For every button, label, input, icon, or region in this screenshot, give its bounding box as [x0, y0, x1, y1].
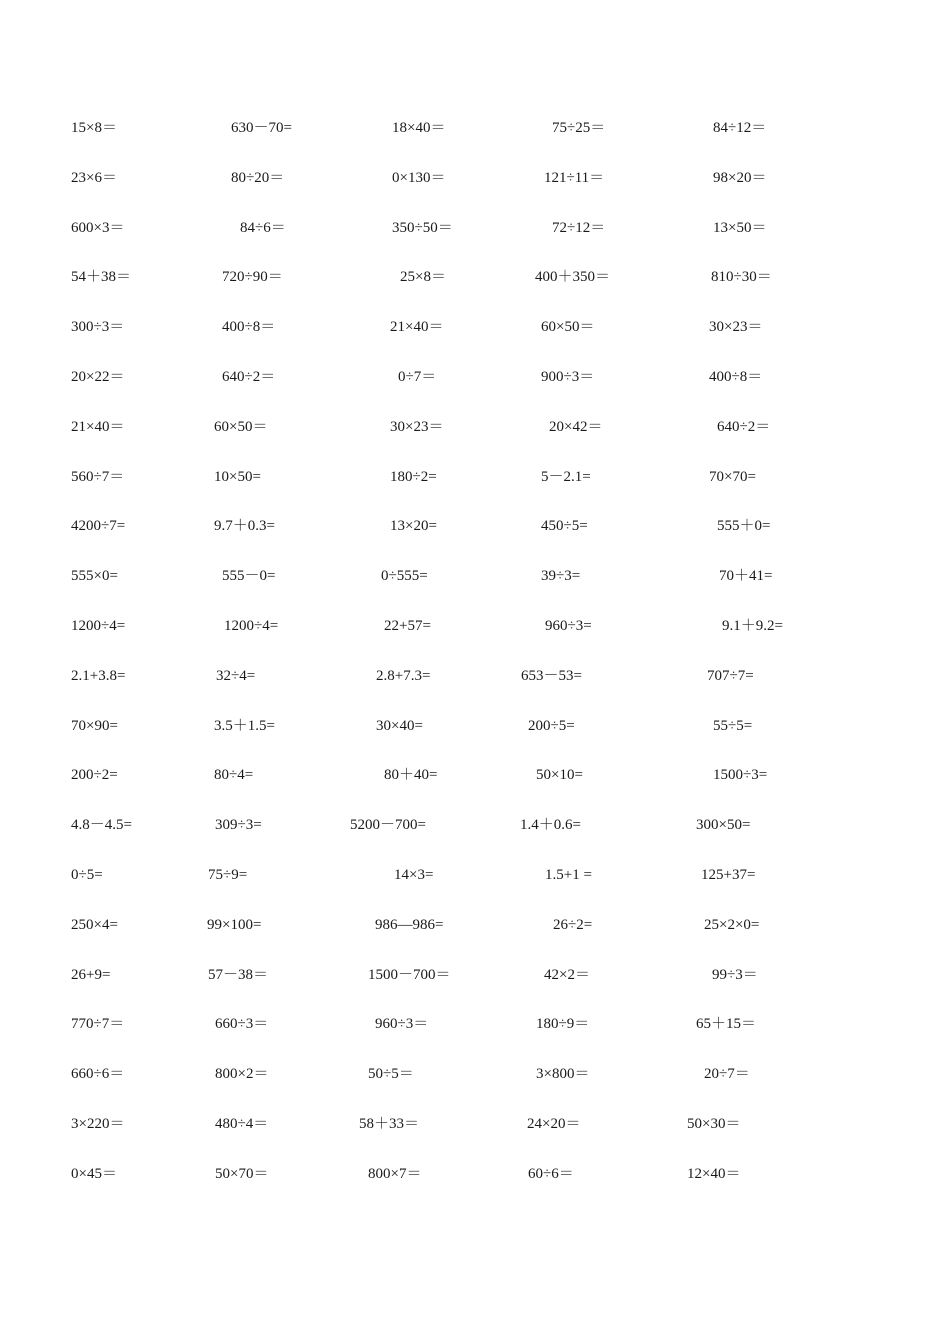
- math-problem: 1500÷3=: [713, 767, 768, 784]
- math-problem: 640÷2＝: [222, 369, 276, 385]
- math-problem: 14×3=: [394, 867, 434, 883]
- math-problem: 20÷7＝: [704, 1066, 750, 1083]
- math-problem: 1500－700＝: [368, 966, 451, 983]
- math-problem: 1200÷4=: [71, 618, 126, 634]
- math-problem: 4.8－4.5=: [71, 817, 132, 834]
- math-problem: 770÷7＝: [71, 1016, 125, 1033]
- math-problem: 70×70=: [709, 468, 756, 485]
- math-problem: 300÷3＝: [71, 319, 125, 336]
- math-problem: 60×50＝: [541, 319, 595, 336]
- math-problem: 5－2.1=: [541, 468, 591, 485]
- problem-row: [0, 714, 950, 738]
- math-problem: 32÷4=: [216, 667, 256, 684]
- problem-row: [0, 813, 950, 837]
- math-problem: 26÷2=: [553, 916, 593, 933]
- math-problem: 0÷7＝: [398, 369, 437, 385]
- problem-row: [0, 1062, 950, 1086]
- problem-row: [0, 913, 950, 937]
- problem-row: [0, 365, 950, 389]
- math-problem: 600×3＝: [71, 219, 125, 236]
- problem-row: [0, 564, 950, 588]
- math-problem: 80÷4=: [214, 767, 254, 784]
- math-problem: 810÷30＝: [711, 269, 772, 286]
- problem-row: [0, 265, 950, 289]
- math-problem: 75÷25＝: [552, 120, 606, 136]
- math-problem: 350÷50＝: [392, 219, 453, 236]
- math-problem: 9.7＋0.3=: [214, 518, 275, 535]
- math-problem: 98×20＝: [713, 169, 767, 186]
- math-problem: 200÷2=: [71, 767, 118, 784]
- math-problem: 640÷2＝: [717, 418, 771, 435]
- math-problem: 55÷5=: [713, 717, 753, 734]
- math-problem: 2.8+7.3=: [376, 667, 431, 684]
- math-problem: 30×23＝: [709, 319, 763, 336]
- problem-row: [0, 415, 950, 439]
- math-problem: 30×23＝: [390, 418, 444, 435]
- math-problem: 12×40＝: [687, 1165, 741, 1182]
- problem-row: [0, 664, 950, 688]
- math-problem: 42×2＝: [544, 966, 590, 983]
- math-problem: 9.1＋9.2=: [722, 618, 783, 634]
- math-problem: 21×40＝: [71, 418, 125, 435]
- math-problem: 60×50＝: [214, 418, 268, 435]
- math-problem: 72÷12＝: [552, 219, 606, 236]
- math-problem: 800×7＝: [368, 1165, 422, 1182]
- math-problem: 707÷7=: [707, 667, 754, 684]
- math-problem: 1.5+1 =: [545, 867, 592, 883]
- problem-row: [0, 315, 950, 339]
- math-problem: 57－38＝: [208, 966, 269, 983]
- math-problem: 20×22＝: [71, 369, 125, 385]
- math-problem: 180÷2=: [390, 468, 437, 485]
- math-problem: 13×20=: [390, 518, 437, 535]
- math-problem: 15×8＝: [71, 120, 117, 136]
- math-problem: 0÷555=: [381, 568, 428, 585]
- math-problem: 10×50=: [214, 468, 261, 485]
- math-problem: 400＋350＝: [535, 269, 611, 286]
- math-problem: 200÷5=: [528, 717, 575, 734]
- problem-row: [0, 614, 950, 638]
- math-problem: 4200÷7=: [71, 518, 126, 535]
- math-problem: 480÷4＝: [215, 1116, 269, 1132]
- math-problem: 50×70＝: [215, 1165, 269, 1182]
- math-problem: 960÷3＝: [375, 1016, 429, 1033]
- math-problem: 555＋0=: [717, 518, 771, 535]
- math-problem: 560÷7＝: [71, 468, 125, 485]
- math-problem: 180÷9＝: [536, 1016, 590, 1033]
- math-problem: 75÷9=: [208, 867, 248, 883]
- math-problem: 300×50=: [696, 817, 751, 834]
- math-problem: 25×8＝: [400, 269, 446, 286]
- problem-row: [0, 1112, 950, 1136]
- math-problem: 30×40=: [376, 717, 423, 734]
- math-problem: 60÷6＝: [528, 1165, 574, 1182]
- math-problem: 3×220＝: [71, 1116, 125, 1132]
- math-problem: 58＋33＝: [359, 1116, 420, 1132]
- math-problem: 450÷5=: [541, 518, 588, 535]
- math-problem: 630－70=: [231, 120, 292, 136]
- math-problem: 22+57=: [384, 618, 431, 634]
- problem-row: [0, 465, 950, 489]
- math-problem: 25×2×0=: [704, 916, 760, 933]
- math-problem: 70＋41=: [719, 568, 773, 585]
- math-problem: 0÷5=: [71, 867, 103, 883]
- math-problem: 18×40＝: [392, 120, 446, 136]
- math-problem: 39÷3=: [541, 568, 581, 585]
- math-problem: 24×20＝: [527, 1116, 581, 1132]
- math-problem: 20×42＝: [549, 418, 603, 435]
- math-problem: 50÷5＝: [368, 1066, 414, 1083]
- math-problem: 800×2＝: [215, 1066, 269, 1083]
- problem-row: [0, 963, 950, 987]
- math-problem: 309÷3=: [215, 817, 262, 834]
- math-problem: 99×100=: [207, 916, 262, 933]
- math-problem: 50×10=: [536, 767, 583, 784]
- problem-row: [0, 166, 950, 190]
- math-problem: 80＋40=: [384, 767, 438, 784]
- problem-row: [0, 1012, 950, 1036]
- problem-row: [0, 863, 950, 887]
- math-problem: 555×0=: [71, 568, 118, 585]
- math-problem: 3.5＋1.5=: [214, 717, 275, 734]
- problem-row: [0, 763, 950, 787]
- math-problem: 84÷12＝: [713, 120, 767, 136]
- problem-row: [0, 1162, 950, 1186]
- problem-row: [0, 116, 950, 140]
- math-problem: 653－53=: [521, 667, 582, 684]
- math-problem: 13×50＝: [713, 219, 767, 236]
- problem-row: [0, 514, 950, 538]
- math-problem: 400÷8＝: [709, 369, 763, 385]
- math-problem: 5200－700=: [350, 817, 426, 834]
- math-problem: 99÷3＝: [712, 966, 758, 983]
- math-problem: 1.4＋0.6=: [520, 817, 581, 834]
- math-problem: 54＋38＝: [71, 269, 132, 286]
- math-problem: 555－0=: [222, 568, 276, 585]
- problem-row: [0, 216, 950, 240]
- math-problem: 125+37=: [701, 867, 756, 883]
- math-problem: 0×45＝: [71, 1165, 117, 1182]
- math-problem: 660÷3＝: [215, 1016, 269, 1033]
- math-problem: 70×90=: [71, 717, 118, 734]
- math-problem: 960÷3=: [545, 618, 592, 634]
- math-problem: 21×40＝: [390, 319, 444, 336]
- math-problem: 26+9=: [71, 966, 111, 983]
- math-problem: 3×800＝: [536, 1066, 590, 1083]
- math-problem: 400÷8＝: [222, 319, 276, 336]
- math-problem: 121÷11＝: [544, 169, 605, 186]
- math-problem: 900÷3＝: [541, 369, 595, 385]
- math-problem: 720÷90＝: [222, 269, 283, 286]
- math-problem: 250×4=: [71, 916, 118, 933]
- math-problem: 1200÷4=: [224, 618, 279, 634]
- math-problem: 986—986=: [375, 916, 444, 933]
- math-problem: 50×30＝: [687, 1116, 741, 1132]
- math-problem: 84÷6＝: [240, 219, 286, 236]
- math-problem: 23×6＝: [71, 169, 117, 186]
- math-problem: 80÷20＝: [231, 169, 285, 186]
- math-problem: 0×130＝: [392, 169, 446, 186]
- math-problem: 65＋15＝: [696, 1016, 757, 1033]
- math-problem: 660÷6＝: [71, 1066, 125, 1083]
- math-problem: 2.1+3.8=: [71, 667, 126, 684]
